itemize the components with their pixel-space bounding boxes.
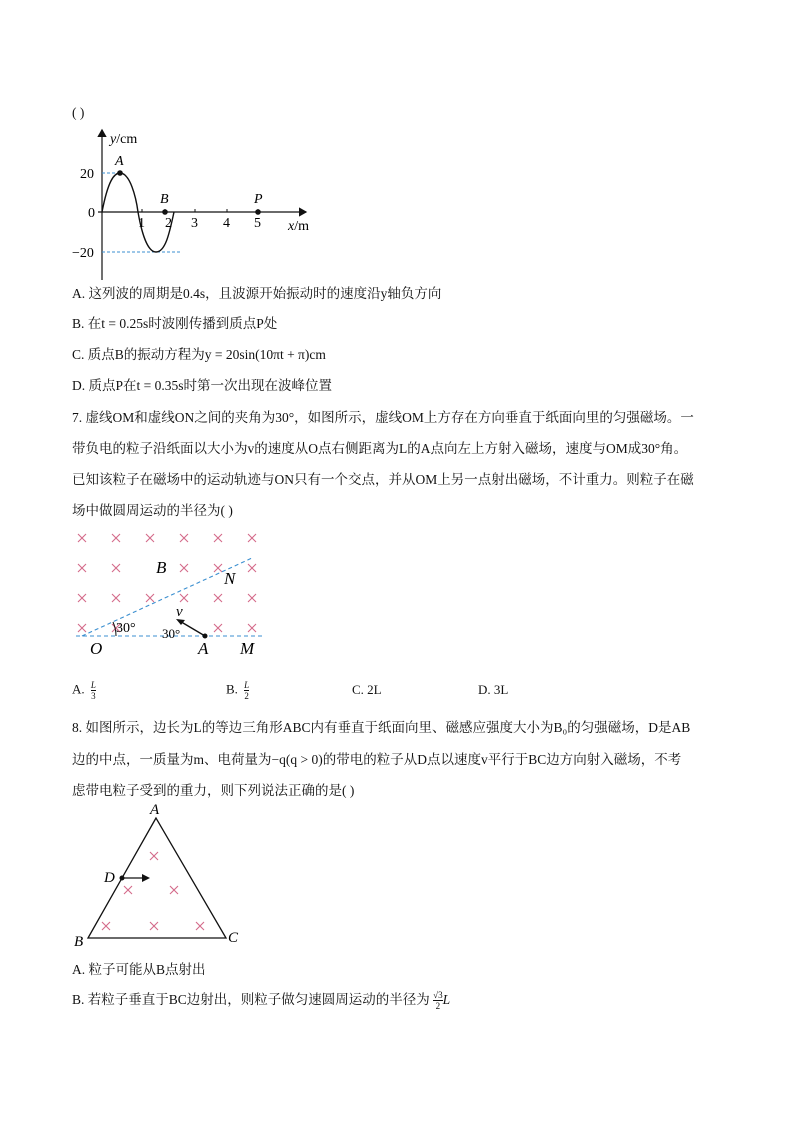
q8-line-1: 8. 如图所示，边长为L的等边三角形ABC内有垂直于纸面向里、磁感应强度大小为B₀的匀强磁场，D是AB [72,720,691,735]
label-C: C [228,930,239,946]
label-B: B [74,934,84,950]
label-B: B [156,558,167,577]
q7-line-4: 场中做圆周运动的半径为( ) [72,503,233,518]
q7-option-a-num: L [90,680,96,690]
q6-option-d: D. 质点P在t = 0.35s时第一次出现在波峰位置 [72,378,332,393]
point-B-label: B [160,192,169,207]
q7-magnetic-field-figure [72,528,272,658]
q7-option-b-num: L [244,680,250,690]
q8-option-b-num: √3 [433,990,443,1001]
y-axis-label: y/cm [110,132,138,147]
y-tick-20: 20 [80,167,94,182]
y-tick-0: 0 [88,206,95,221]
q8-option-a: A. 粒子可能从B点射出 [72,962,206,977]
q7-option-d: D. 3L [478,682,509,697]
label-M: M [240,639,255,658]
q7-option-b-den: 2 [244,691,249,701]
x-tick-1: 1 [138,216,145,231]
q6-option-b: B. 在t = 0.25s时波刚传播到质点P处 [72,316,278,331]
angle-label-1: 30° [116,621,136,636]
label-A: A [198,639,209,658]
label-O: O [90,639,103,658]
point-P-label: P [254,192,263,207]
q7-option-a-prefix: A. [72,681,85,697]
field-cross-marks [102,852,204,930]
point-A-label: A [115,154,124,169]
q8-line-3: 虑带电粒子受到的重力，则下列说法正确的是( ) [72,783,355,798]
point-A-dot [117,170,123,176]
q8-option-b-tail: L [442,992,451,1007]
q6-option-c: C. 质点B的振动方程为y = 20sin(10πt + π)cm [72,347,326,362]
q8-option-b-text: B. 若粒子垂直于BC边射出，则粒子做匀速圆周运动的半径为 [72,992,430,1007]
q6-question-tail: ( ) [72,105,85,120]
q7-option-b-prefix: B. [226,681,238,697]
q8-option-b-den: 2 [435,1001,441,1012]
q8-triangle-figure [70,800,250,950]
x-tick-3: 3 [191,216,198,231]
q6-wave-graph [70,125,330,285]
q8-line-2: 边的中点，一质量为m、电荷量为−q(q > 0)的带电的粒子从D点以速度v平行于BC边方向射入磁场，不考 [72,752,682,767]
label-D: D [104,870,115,886]
angle-label-2: 30° [162,626,181,641]
x-tick-4: 4 [223,216,230,231]
q8-option-b [72,988,450,1011]
q7-option-b [226,680,249,701]
x-tick-2: 2 [165,216,172,231]
q7-line-3: 已知该粒子在磁场中的运动轨迹与ON只有一个交点，并从OM上另一点射出磁场，不计重力。则粒子在磁 [72,472,694,487]
q7-option-a-den: 3 [91,691,96,701]
y-tick-neg20: −20 [72,246,94,261]
label-v: v [176,604,183,620]
x-tick-5: 5 [254,216,261,231]
q7-line-1: 7. 虚线OM和虚线ON之间的夹角为30°，如图所示，虚线OM上方存在方向垂直于纸面向里的匀强磁场。一 [72,410,694,425]
q7-option-a [72,680,96,701]
point-A-dot [203,634,208,639]
q6-option-a: A. 这列波的周期是0.4s，且波源开始振动时的速度沿y轴负方向 [72,286,442,301]
label-A: A [150,802,160,818]
q7-option-c: C. 2L [352,682,382,697]
label-N: N [224,569,236,588]
q7-line-2: 带负电的粒子沿纸面以大小为v的速度从O点右侧距离为L的A点向左上方射入磁场，速度与OM成30°角。 [72,441,688,456]
x-axis-label: x/m [288,219,309,234]
